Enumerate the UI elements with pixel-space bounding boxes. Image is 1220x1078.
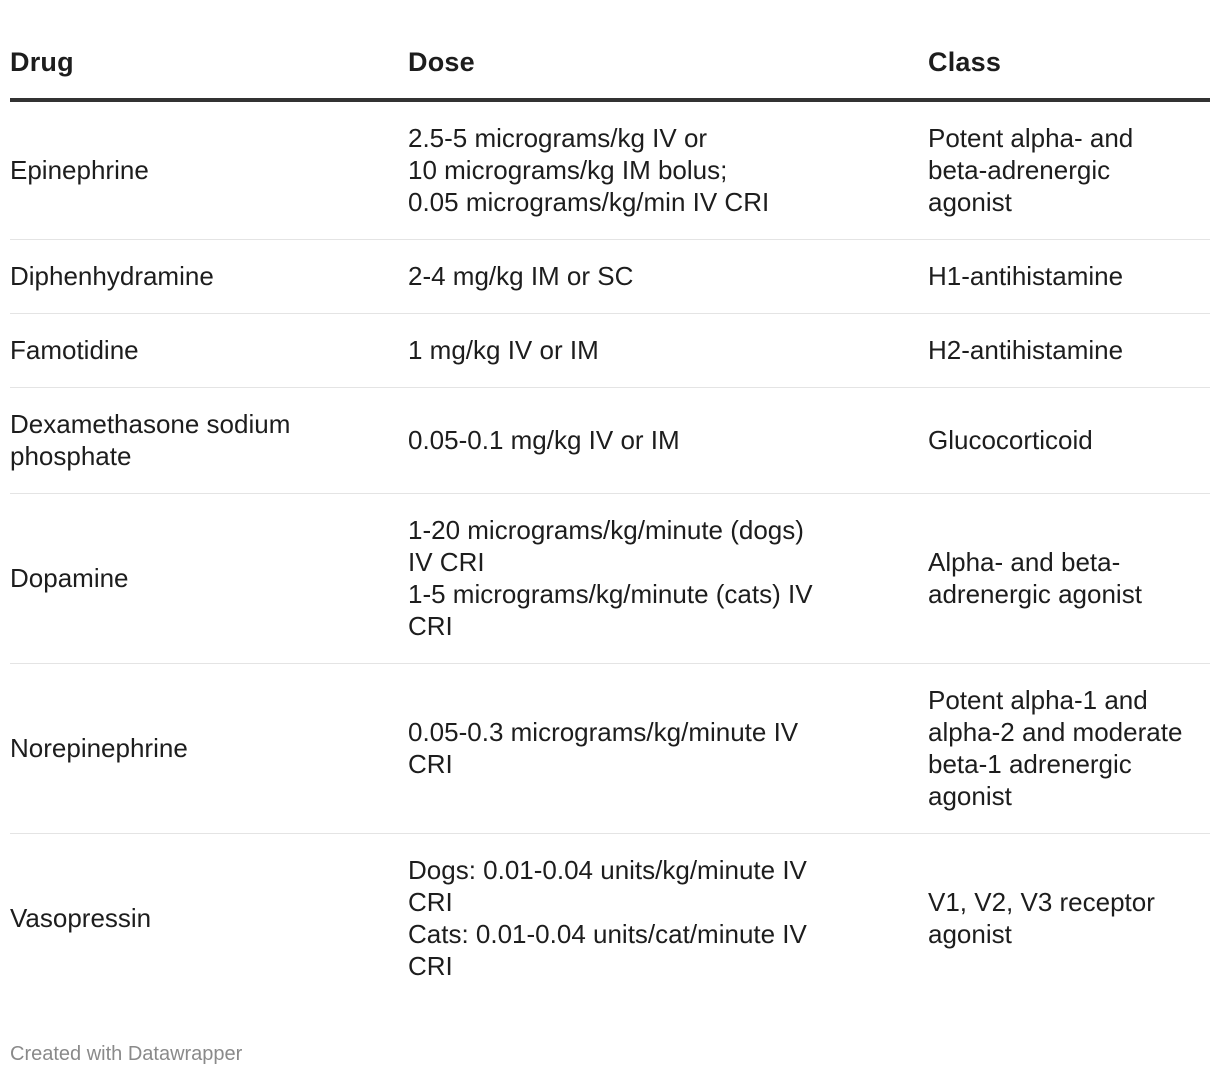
cell-dose: 0.05-0.1 mg/kg IV or IM xyxy=(408,387,928,493)
cell-class: Potent alpha-1 and alpha-2 and moderate beta-1 adrenergic agonist xyxy=(928,663,1210,833)
table-row xyxy=(10,833,1210,1003)
table-row xyxy=(10,493,1210,663)
cell-dose: 2.5-5 micrograms/kg IV or 10 micrograms/kg IM bolus; 0.05 micrograms/kg/min IV CRI xyxy=(408,100,928,239)
cell-dose: 1-20 micrograms/kg/minute (dogs) IV CRI 1-5 micrograms/kg/minute (cats) IV CRI xyxy=(408,493,928,663)
table-row xyxy=(10,387,1210,493)
cell-drug: Epinephrine xyxy=(10,100,408,239)
header-row xyxy=(10,40,1210,100)
table-row xyxy=(10,239,1210,313)
cell-dose: 0.05-0.3 micrograms/kg/minute IV CRI xyxy=(408,663,928,833)
table-row xyxy=(10,663,1210,833)
cell-drug: Vasopressin xyxy=(10,903,152,934)
table-header xyxy=(10,40,1210,100)
cell-dose: 1 mg/kg IV or IM xyxy=(408,313,928,387)
cell-drug: Norepinephrine xyxy=(10,663,408,833)
datawrapper-credit[interactable]: Created with Datawrapper xyxy=(10,1043,243,1065)
cell-drug: Dopamine xyxy=(10,493,408,663)
header-drug[interactable]: Drug xyxy=(10,40,408,100)
table-row xyxy=(10,313,1210,387)
cell-class: V1, V2, V3 receptor agonist xyxy=(928,887,1155,950)
drug-table xyxy=(10,40,1210,1003)
cell-class: Potent alpha- and beta-adrenergic agonist xyxy=(928,100,1210,239)
cell-dose: 2-4 mg/kg IM or SC xyxy=(408,239,928,313)
cell-class: Alpha- and beta- adrenergic agonist xyxy=(928,493,1210,663)
cell-class: H1-antihistamine xyxy=(928,239,1210,313)
header-class[interactable]: Class xyxy=(928,40,1210,100)
table-row xyxy=(10,100,1210,239)
cell-class: H2-antihistamine xyxy=(928,313,1210,387)
drug-table-container xyxy=(10,40,1210,1003)
cell-dose: Dogs: 0.01-0.04 units/kg/minute IV CRI Cats: 0.01-0.04 units/cat/minute IV CRI xyxy=(408,855,807,982)
cell-drug: Dexamethasone sodium phosphate xyxy=(10,387,408,493)
cell-drug: Diphenhydramine xyxy=(10,239,408,313)
cell-drug: Famotidine xyxy=(10,313,408,387)
header-dose[interactable]: Dose xyxy=(408,40,928,100)
table-body xyxy=(10,100,1210,1003)
cell-class: Glucocorticoid xyxy=(928,387,1210,493)
